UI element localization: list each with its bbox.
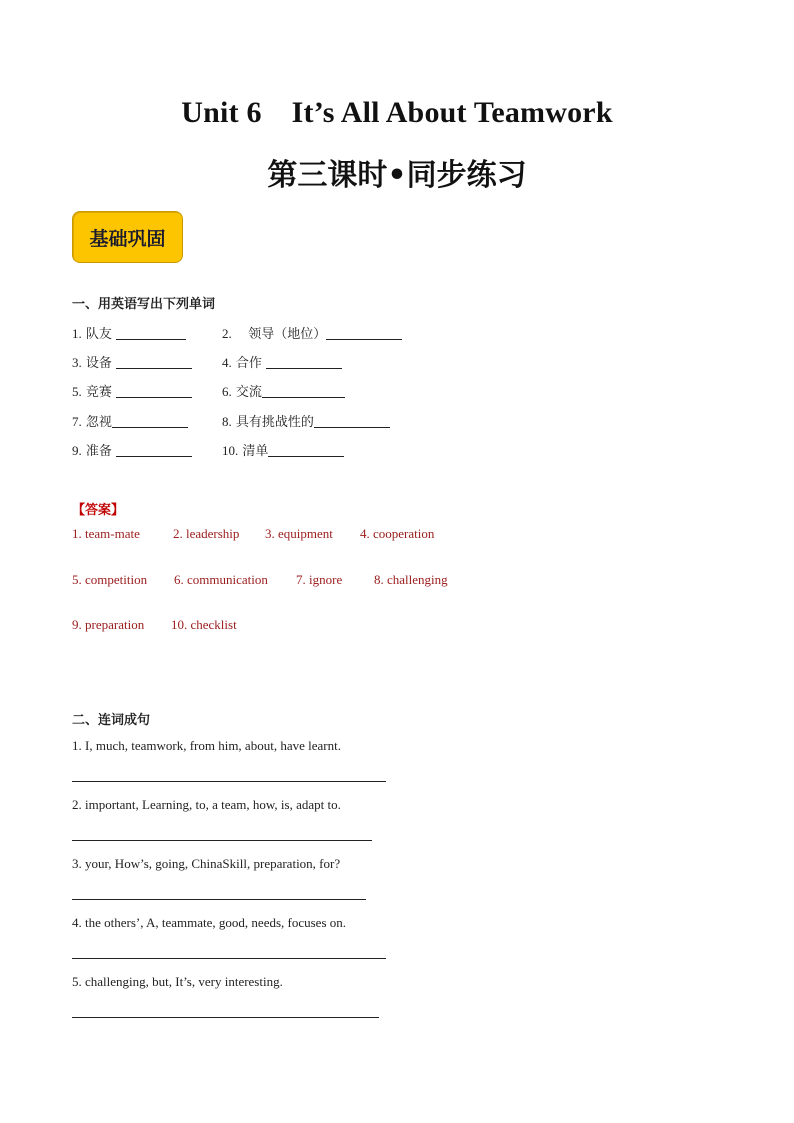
- question-item: 1. I, much, teamwork, from him, about, have learnt.: [72, 738, 341, 753]
- answers-heading: 【答案】: [72, 503, 125, 518]
- vocab-item: 3. 设备: [72, 352, 192, 371]
- answer-item: 4. cooperation: [360, 526, 435, 541]
- answer-blank[interactable]: [266, 354, 342, 369]
- answer-item: 2. leadership: [173, 526, 240, 541]
- answer-item: 5. competition: [72, 572, 148, 587]
- answer-blank[interactable]: [116, 325, 186, 340]
- answer-line[interactable]: [72, 840, 372, 841]
- page-subtitle: 第三课时•同步练习: [267, 158, 527, 193]
- answer-blank[interactable]: [326, 325, 402, 340]
- answer-item: 3. equipment: [265, 526, 333, 541]
- answer-item: 9. preparation: [72, 617, 145, 632]
- answer-line[interactable]: [72, 1017, 379, 1018]
- answer-blank[interactable]: [116, 354, 192, 369]
- vocab-item: 5. 竞赛: [72, 381, 192, 400]
- vocab-item: 7. 忽视: [72, 411, 188, 430]
- answer-item: 10. checklist: [171, 617, 237, 632]
- question-item: 5. challenging, but, It’s, very interesting.: [72, 974, 283, 989]
- question-item: 3. your, How’s, going, ChinaSkill, preparation, for?: [72, 856, 341, 871]
- answer-line[interactable]: [72, 781, 386, 782]
- vocab-item: 8. 具有挑战性的: [222, 411, 390, 430]
- answer-item: 7. ignore: [296, 572, 343, 587]
- question-item: 4. the others’, A, teammate, good, needs, focuses on.: [72, 915, 347, 930]
- answer-item: 8. challenging: [374, 572, 448, 587]
- vocab-item: 4. 合作: [222, 352, 342, 371]
- answer-blank[interactable]: [314, 413, 390, 428]
- page-title: [0, 96, 794, 130]
- vocab-item: 10. 清单: [222, 440, 344, 459]
- unit-label: Unit 6: [181, 96, 262, 129]
- answer-line[interactable]: [72, 958, 386, 959]
- vocab-item: 2. 领导（地位）: [222, 323, 402, 342]
- answer-blank[interactable]: [268, 442, 344, 457]
- answer-blank[interactable]: [112, 413, 188, 428]
- answer-blank[interactable]: [116, 442, 192, 457]
- section2-heading: 二、连词成句: [72, 713, 151, 728]
- question-item: 2. important, Learning, to, a team, how, is, adapt to.: [72, 797, 341, 812]
- vocab-item: 9. 准备: [72, 440, 192, 459]
- answer-blank[interactable]: [116, 383, 192, 398]
- vocab-item: 6. 交流: [222, 381, 345, 400]
- section-badge: 基础巩固: [72, 211, 183, 263]
- section1-heading: 一、用英语写出下列单词: [72, 297, 216, 312]
- answer-line[interactable]: [72, 899, 366, 900]
- answer-item: 6. communication: [174, 572, 268, 587]
- unit-name: It’s All About Teamwork: [291, 96, 613, 129]
- vocab-item: 1. 队友: [72, 323, 186, 342]
- answer-blank[interactable]: [262, 383, 345, 398]
- answer-item: 1. team-mate: [72, 526, 140, 541]
